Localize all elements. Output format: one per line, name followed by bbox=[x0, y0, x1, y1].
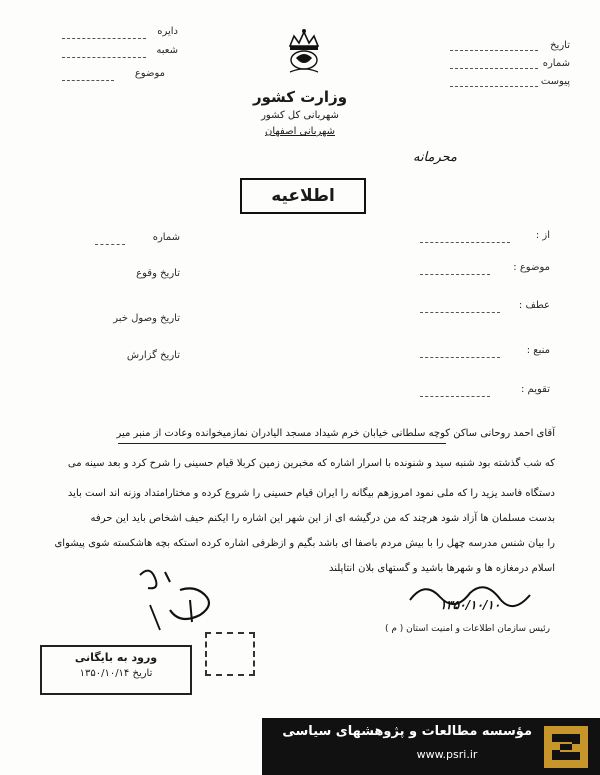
evaluation-line bbox=[420, 396, 490, 397]
title-box bbox=[240, 178, 366, 214]
police-city-name: شهربانی اصفهان bbox=[265, 126, 335, 137]
number-line bbox=[95, 244, 125, 245]
body-underline bbox=[118, 443, 446, 444]
header-date-line bbox=[450, 50, 538, 51]
body-line-1: آقای احمد روحانی ساکن کوچه سلطانی خیابان خرم شیداد مسجد الیادران نمازمیخوانده وعادت از منبر میر bbox=[116, 428, 555, 439]
body-line-6: اسلام درمغازه ها و شهرها باشید و گستهای بلان انتاپلند bbox=[328, 563, 555, 574]
header-number-line bbox=[450, 68, 538, 69]
header-attach-line bbox=[450, 86, 538, 87]
police-general-name: شهربانی کل کشور bbox=[261, 110, 339, 121]
incident-date-label: تاریخ وقوع bbox=[136, 268, 180, 279]
signature-date-note: ۱۳۵۰/۱۰/۱۰ bbox=[439, 598, 501, 612]
number-label: شماره bbox=[152, 232, 180, 243]
body-line-2: که شب گذشته بود شنبه سید و شنونده با اسرار اشاره که مخبرین زمین کربلا قیام حسینی را شرح کرد و بعد سینه می bbox=[67, 458, 555, 469]
header-subject-line bbox=[62, 80, 114, 81]
report-date-label: تاریخ گزارش bbox=[126, 350, 180, 361]
body-line-5: را بیان شنس مدرسه چهل را با بیش مردم باصفا ای باشد بگیم و ازظرفی اشاره کرده استکه بچه هاشکسته شوی پیشوای bbox=[54, 538, 555, 549]
body-line-3: دستگاه فاسد یزید را که ملی نمود امروزهم بیگانه را ایران قیام حسینی را شروع کرده و مختارامتداد وزنه اند است باید bbox=[67, 488, 555, 499]
reference-line bbox=[420, 312, 500, 313]
header-attach-label: پیوست bbox=[540, 76, 570, 87]
small-stamp-box bbox=[205, 632, 255, 676]
reference-label: عطف : bbox=[518, 300, 550, 311]
source-label: منبع : bbox=[526, 345, 550, 356]
archive-stamp-line2: تاریخ ۱۳۵۰/۱۰/۱۴ bbox=[79, 668, 153, 679]
crown-emblem-icon bbox=[284, 28, 324, 76]
footer-org-name: مؤسسه مطالعات و پژوهشهای سیاسی bbox=[282, 724, 532, 739]
footer-url[interactable]: www.psri.ir bbox=[416, 748, 478, 761]
header-subject-label: موضوع bbox=[134, 68, 165, 79]
header-branch-label: شعبه bbox=[156, 45, 178, 56]
header-date-label: تاریخ bbox=[550, 40, 570, 51]
subject-label: موضوع : bbox=[513, 262, 550, 273]
footer-watermark bbox=[262, 718, 600, 775]
from-label: از : bbox=[535, 230, 550, 241]
header-branch-line bbox=[62, 57, 146, 58]
ministry-name: وزارت کشور bbox=[252, 88, 348, 106]
evaluation-label: تقویم : bbox=[521, 384, 550, 395]
body-line-4: بدست مسلمان ها آزاد شود هرچند که من درگیشه ای از این شهر این اشاره را ایکنم حیف اشخاص باید این حرفه bbox=[90, 513, 555, 524]
receipt-date-label: تاریخ وصول خبر bbox=[113, 313, 180, 324]
document-title: اطلاعیه bbox=[271, 186, 335, 206]
archive-stamp bbox=[40, 645, 192, 695]
header-number-label: شماره bbox=[542, 58, 570, 69]
source-line bbox=[420, 357, 500, 358]
classification-label: محرمانه bbox=[412, 150, 458, 165]
handwritten-signature-left bbox=[120, 560, 230, 635]
header-department-line bbox=[62, 38, 146, 39]
cc-line: رئیس سازمان اطلاعات و امنیت استان ( م ) bbox=[385, 624, 550, 634]
from-line bbox=[420, 242, 510, 243]
archive-stamp-line1: ورود به بایگانی bbox=[74, 651, 158, 664]
header-department-label: دایره bbox=[157, 26, 178, 37]
psri-logo-icon bbox=[542, 724, 590, 770]
subject-line bbox=[420, 274, 490, 275]
